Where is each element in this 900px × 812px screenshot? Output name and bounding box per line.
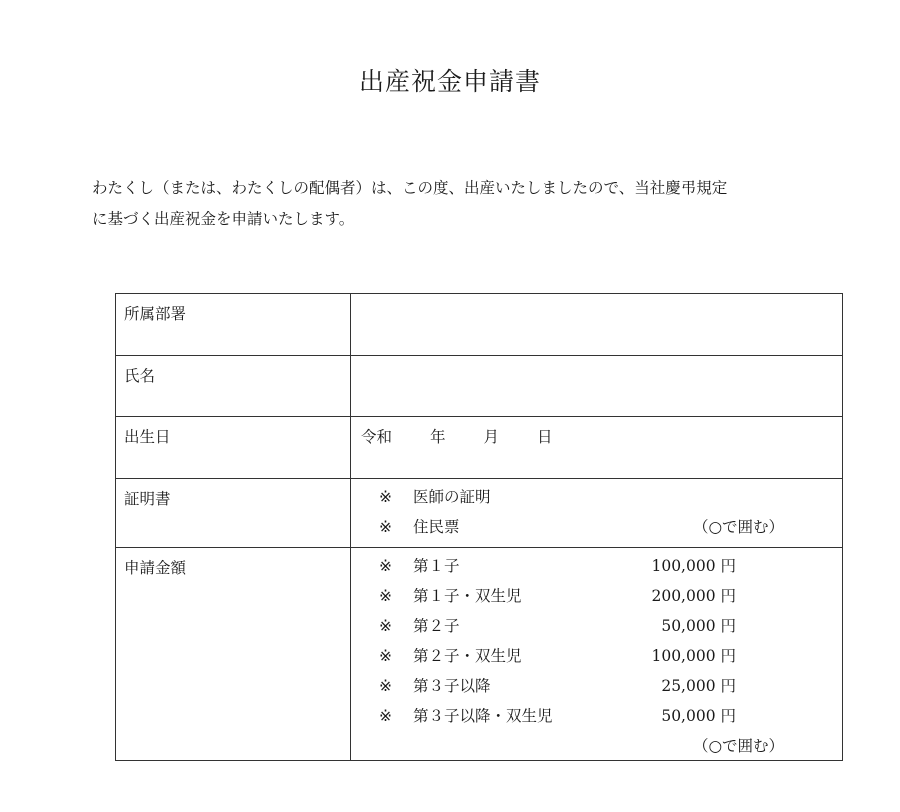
certificate-option[interactable] <box>361 487 842 517</box>
day-text: 日 <box>537 428 553 446</box>
amount-value: 25,000 円 <box>661 677 736 695</box>
row-department <box>116 294 843 356</box>
certificate-options <box>351 479 843 548</box>
certificate-option-label: 住民票 <box>413 518 460 536</box>
reference-mark: ※ <box>379 518 392 536</box>
amount-option[interactable] <box>361 616 842 646</box>
birthdate-parts <box>361 425 842 447</box>
reference-mark: ※ <box>379 587 392 605</box>
name-field[interactable] <box>351 356 843 417</box>
amount-value: 200,000 円 <box>651 587 736 605</box>
amount-option-label: 第１子・双生児 <box>413 587 522 605</box>
amount-option-label: 第３子以降・双生児 <box>413 707 553 725</box>
amount-option-label: 第３子以降 <box>413 677 491 695</box>
amount-value: 50,000 円 <box>661 617 736 635</box>
certificate-option[interactable] <box>361 517 842 547</box>
birthdate-field[interactable] <box>351 417 843 479</box>
amount-label: 申請金額 <box>116 548 351 761</box>
reference-mark: ※ <box>379 647 392 665</box>
month-text: 月 <box>483 428 500 446</box>
page-title: 出産祝金申請書 <box>358 67 541 96</box>
amount-option[interactable] <box>361 646 842 676</box>
department-field[interactable] <box>351 294 843 356</box>
intro-line-2: に基づく出産祝金を申請いたします。 <box>92 210 355 228</box>
amount-value: 100,000 円 <box>651 557 736 575</box>
reference-mark: ※ <box>379 557 392 575</box>
birthdate-label: 出生日 <box>116 417 351 479</box>
row-certificate <box>116 479 843 548</box>
year-text: 年 <box>430 428 446 446</box>
amount-option-label: 第１子 <box>413 557 460 575</box>
amount-option[interactable] <box>361 706 842 736</box>
reference-mark: ※ <box>379 677 392 695</box>
amount-option[interactable] <box>361 586 842 616</box>
amount-value: 100,000 円 <box>651 647 736 665</box>
amount-option[interactable] <box>361 676 842 706</box>
name-label: 氏名 <box>116 356 351 417</box>
circle-instruction-note: （○で囲む） <box>692 518 784 536</box>
amount-note-line <box>361 736 842 760</box>
department-label: 所属部署 <box>116 294 351 356</box>
amount-option-label: 第２子・双生児 <box>413 647 522 665</box>
row-amount <box>116 548 843 761</box>
intro-paragraph <box>92 173 832 235</box>
reference-mark: ※ <box>379 707 392 725</box>
intro-line-1: わたくし（または、わたくしの配偶者）は、この度、出産いたしましたので、当社慶弔規定 <box>92 179 728 197</box>
application-form-table <box>115 293 843 761</box>
certificate-label: 証明書 <box>116 479 351 548</box>
reference-mark: ※ <box>379 617 392 635</box>
certificate-option-label: 医師の証明 <box>413 488 491 506</box>
amount-value: 50,000 円 <box>661 707 736 725</box>
era-text: 令和 <box>361 428 393 446</box>
amount-options <box>351 548 843 761</box>
amount-option-label: 第２子 <box>413 617 460 635</box>
row-birthdate <box>116 417 843 479</box>
reference-mark: ※ <box>379 488 392 506</box>
row-name <box>116 356 843 417</box>
circle-instruction-note: （○で囲む） <box>692 737 784 755</box>
amount-list <box>361 556 842 736</box>
certificate-list <box>361 487 842 547</box>
amount-option[interactable] <box>361 556 842 586</box>
